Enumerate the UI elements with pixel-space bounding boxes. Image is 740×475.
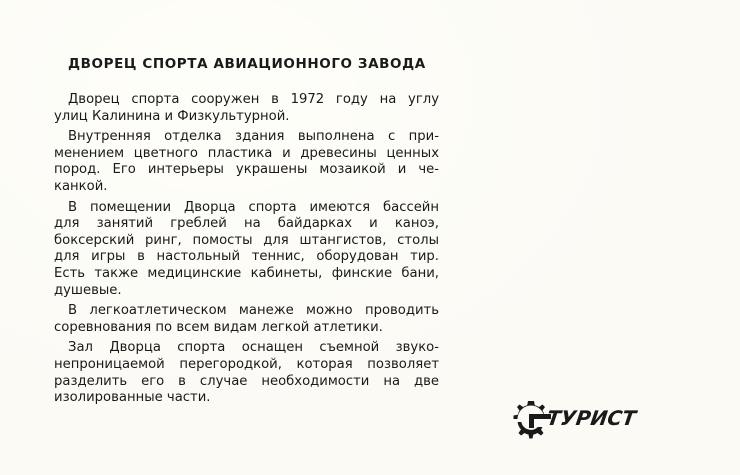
text-line: Зал Дворца спорта оснащен съемной звуко- xyxy=(68,340,439,356)
text-line: В помещении Дворца спорта имеются бассейн xyxy=(68,199,439,215)
logo-wordmark: ТУРИСТ xyxy=(545,406,638,430)
text-line: изолированные части. xyxy=(54,390,211,406)
paragraph-2 xyxy=(54,129,439,195)
paragraph-4 xyxy=(54,303,439,336)
text-line: пород. Его интерьеры украшены мозаикой и че- xyxy=(54,162,439,178)
text-line: В легкоатлетическом манеже можно проводить xyxy=(68,303,439,319)
text-line: для игры в настольный теннис, оборудован тир. xyxy=(54,249,439,265)
text-line: для занятий греблей на байдарках и каноэ, xyxy=(54,216,439,232)
text-line: Дворец спорта сооружен в 1972 году на углу xyxy=(68,92,439,107)
text-line: непроницаемой перегородкой, которая позволяет xyxy=(54,356,439,372)
document-body xyxy=(54,92,439,411)
text-line: менением цветного пластика и древесины ценных xyxy=(54,145,439,161)
text-line: Внутренняя отделка здания выполнена с при- xyxy=(68,129,439,145)
document-title: ДВОРЕЦ СПОРТА АВИАЦИОННОГО ЗАВОДА xyxy=(68,56,426,72)
paragraph-3 xyxy=(54,200,439,300)
text-line: улиц Калинина и Физкультурной. xyxy=(54,108,290,124)
text-line: боксерский ринг, помосты для штангистов, столы xyxy=(54,232,439,248)
text-line: душевые. xyxy=(54,282,122,298)
text-line: канкой. xyxy=(54,178,108,194)
text-line: соревнования по всем видам легкой атлетики. xyxy=(54,319,383,335)
text-line: Есть также медицинские кабинеты, финские бани, xyxy=(54,265,439,281)
text-line: разделить его в случае необходимости на две xyxy=(54,373,439,389)
paragraph-5 xyxy=(54,340,439,406)
turist-logo xyxy=(509,397,638,441)
paragraph-1 xyxy=(54,92,439,125)
